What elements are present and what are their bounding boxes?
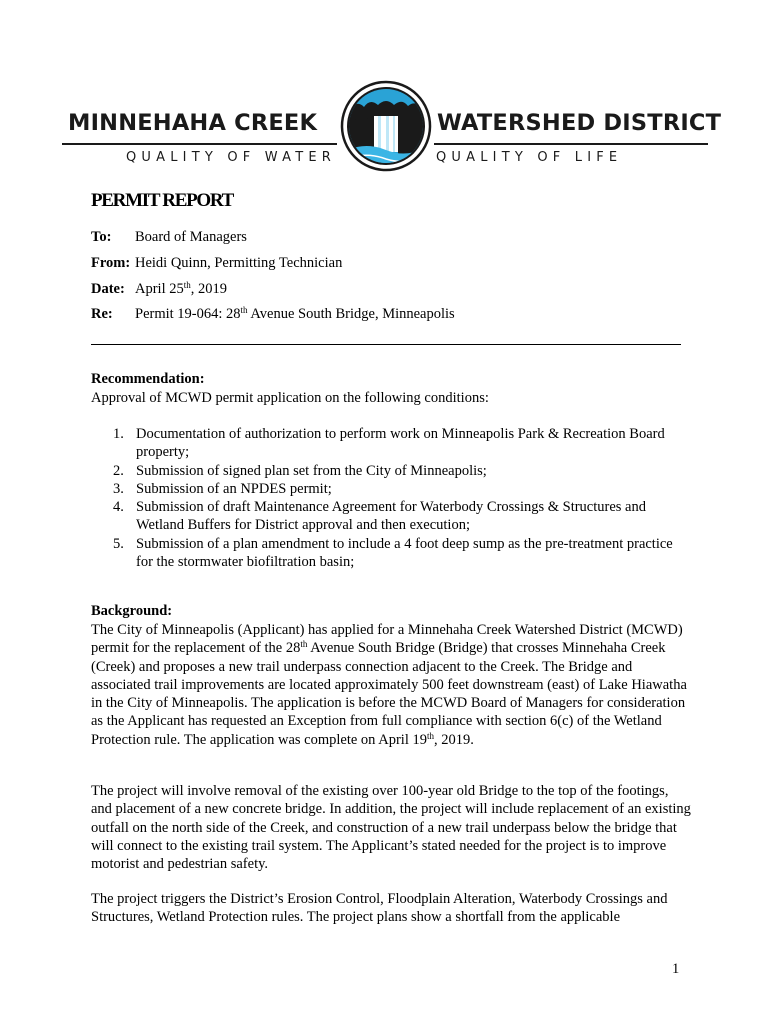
condition-item: 5. Submission of a plan amendment to include a 4 foot deep sump as the pre-treatment practice for the stormwater biofiltration basin; <box>113 535 673 571</box>
re-label: Re: <box>91 306 113 322</box>
background-heading: Background: <box>91 603 173 619</box>
condition-item: 3. Submission of an NPDES permit; <box>113 480 332 497</box>
memo-date-row <box>91 281 227 298</box>
letterhead-rule-right <box>434 143 708 145</box>
condition-item: 1. Documentation of authorization to perform work on Minneapolis Park & Recreation Board property; <box>113 426 665 461</box>
letterhead <box>62 80 722 170</box>
from-label: From: <box>91 255 131 271</box>
to-label: To: <box>91 229 112 245</box>
to-value: Board of Managers <box>135 229 247 245</box>
background-paragraph-3: The project triggers the District’s Erosion Control, Floodplain Alteration, Waterbody Crossings and Structures, Wetland Protection rules. The project plans show a shortfall from the applicable <box>91 891 668 926</box>
memo-from-row <box>91 255 342 272</box>
report-title: PERMIT REPORT <box>91 190 234 211</box>
background-paragraph-1: The City of Minneapolis (Applicant) has applied for a Minnehaha Creek Watershed District (MCWD) permit for the replacement of the 28th Avenue South Bridge (Bridge) that crosses Minnehaha Creek (Creek) and proposes a new trail underpass connection adjacent to the Creek. The Bridge and associated trail improvements are located approximately 500 feet downstream (east) of Lake Hiawatha in the City of Minneapolis. The application is before the MCWD Board of Managers for consideration as the Applicant has requested an Exception from full compliance with section 6(c) of the Wetland Protection rule. The application was complete on April 19th, 2019. <box>91 622 687 748</box>
condition-item: 4. Submission of draft Maintenance Agreement for Waterbody Crossings & Structures and Wetland Buffers for District approval and then execution; <box>113 499 646 534</box>
date-label: Date: <box>91 281 125 297</box>
conditions-list <box>91 425 691 571</box>
waterfall-logo-icon <box>340 80 432 172</box>
background-paragraph-2: The project will involve removal of the existing over 100-year old Bridge to the top of the footings, and placement of a new concrete bridge. In addition, the project will include replacement of an existing outfall on the north side of the Creek, and construction of a new trail underpass below the bridge that will connect to the existing trail system. The Applicant’s stated needed for the project is to improve motorist and pedestrian safety. <box>91 783 691 873</box>
memo-re-row <box>91 306 455 323</box>
from-value: Heidi Quinn, Permitting Technician <box>135 255 343 271</box>
org-name-left: MINNEHAHA CREEK <box>68 110 318 136</box>
re-value: Permit 19-064: 28th Avenue South Bridge, Minneapolis <box>135 305 455 322</box>
date-value: April 25th, 2019 <box>135 280 227 297</box>
memo-to-row <box>91 229 247 246</box>
page-number: 1 <box>672 961 680 977</box>
recommendation-heading: Recommendation: <box>91 371 205 387</box>
condition-item: 2. Submission of signed plan set from the City of Minneapolis; <box>113 462 487 479</box>
header-divider <box>91 344 681 345</box>
org-name-right: WATERSHED DISTRICT <box>437 110 722 136</box>
recommendation-intro: Approval of MCWD permit application on the following conditions: <box>91 390 489 406</box>
tagline-left: QUALITY OF WATER <box>126 150 336 165</box>
letterhead-rule-left <box>62 143 337 145</box>
tagline-right: QUALITY OF LIFE <box>436 150 623 165</box>
